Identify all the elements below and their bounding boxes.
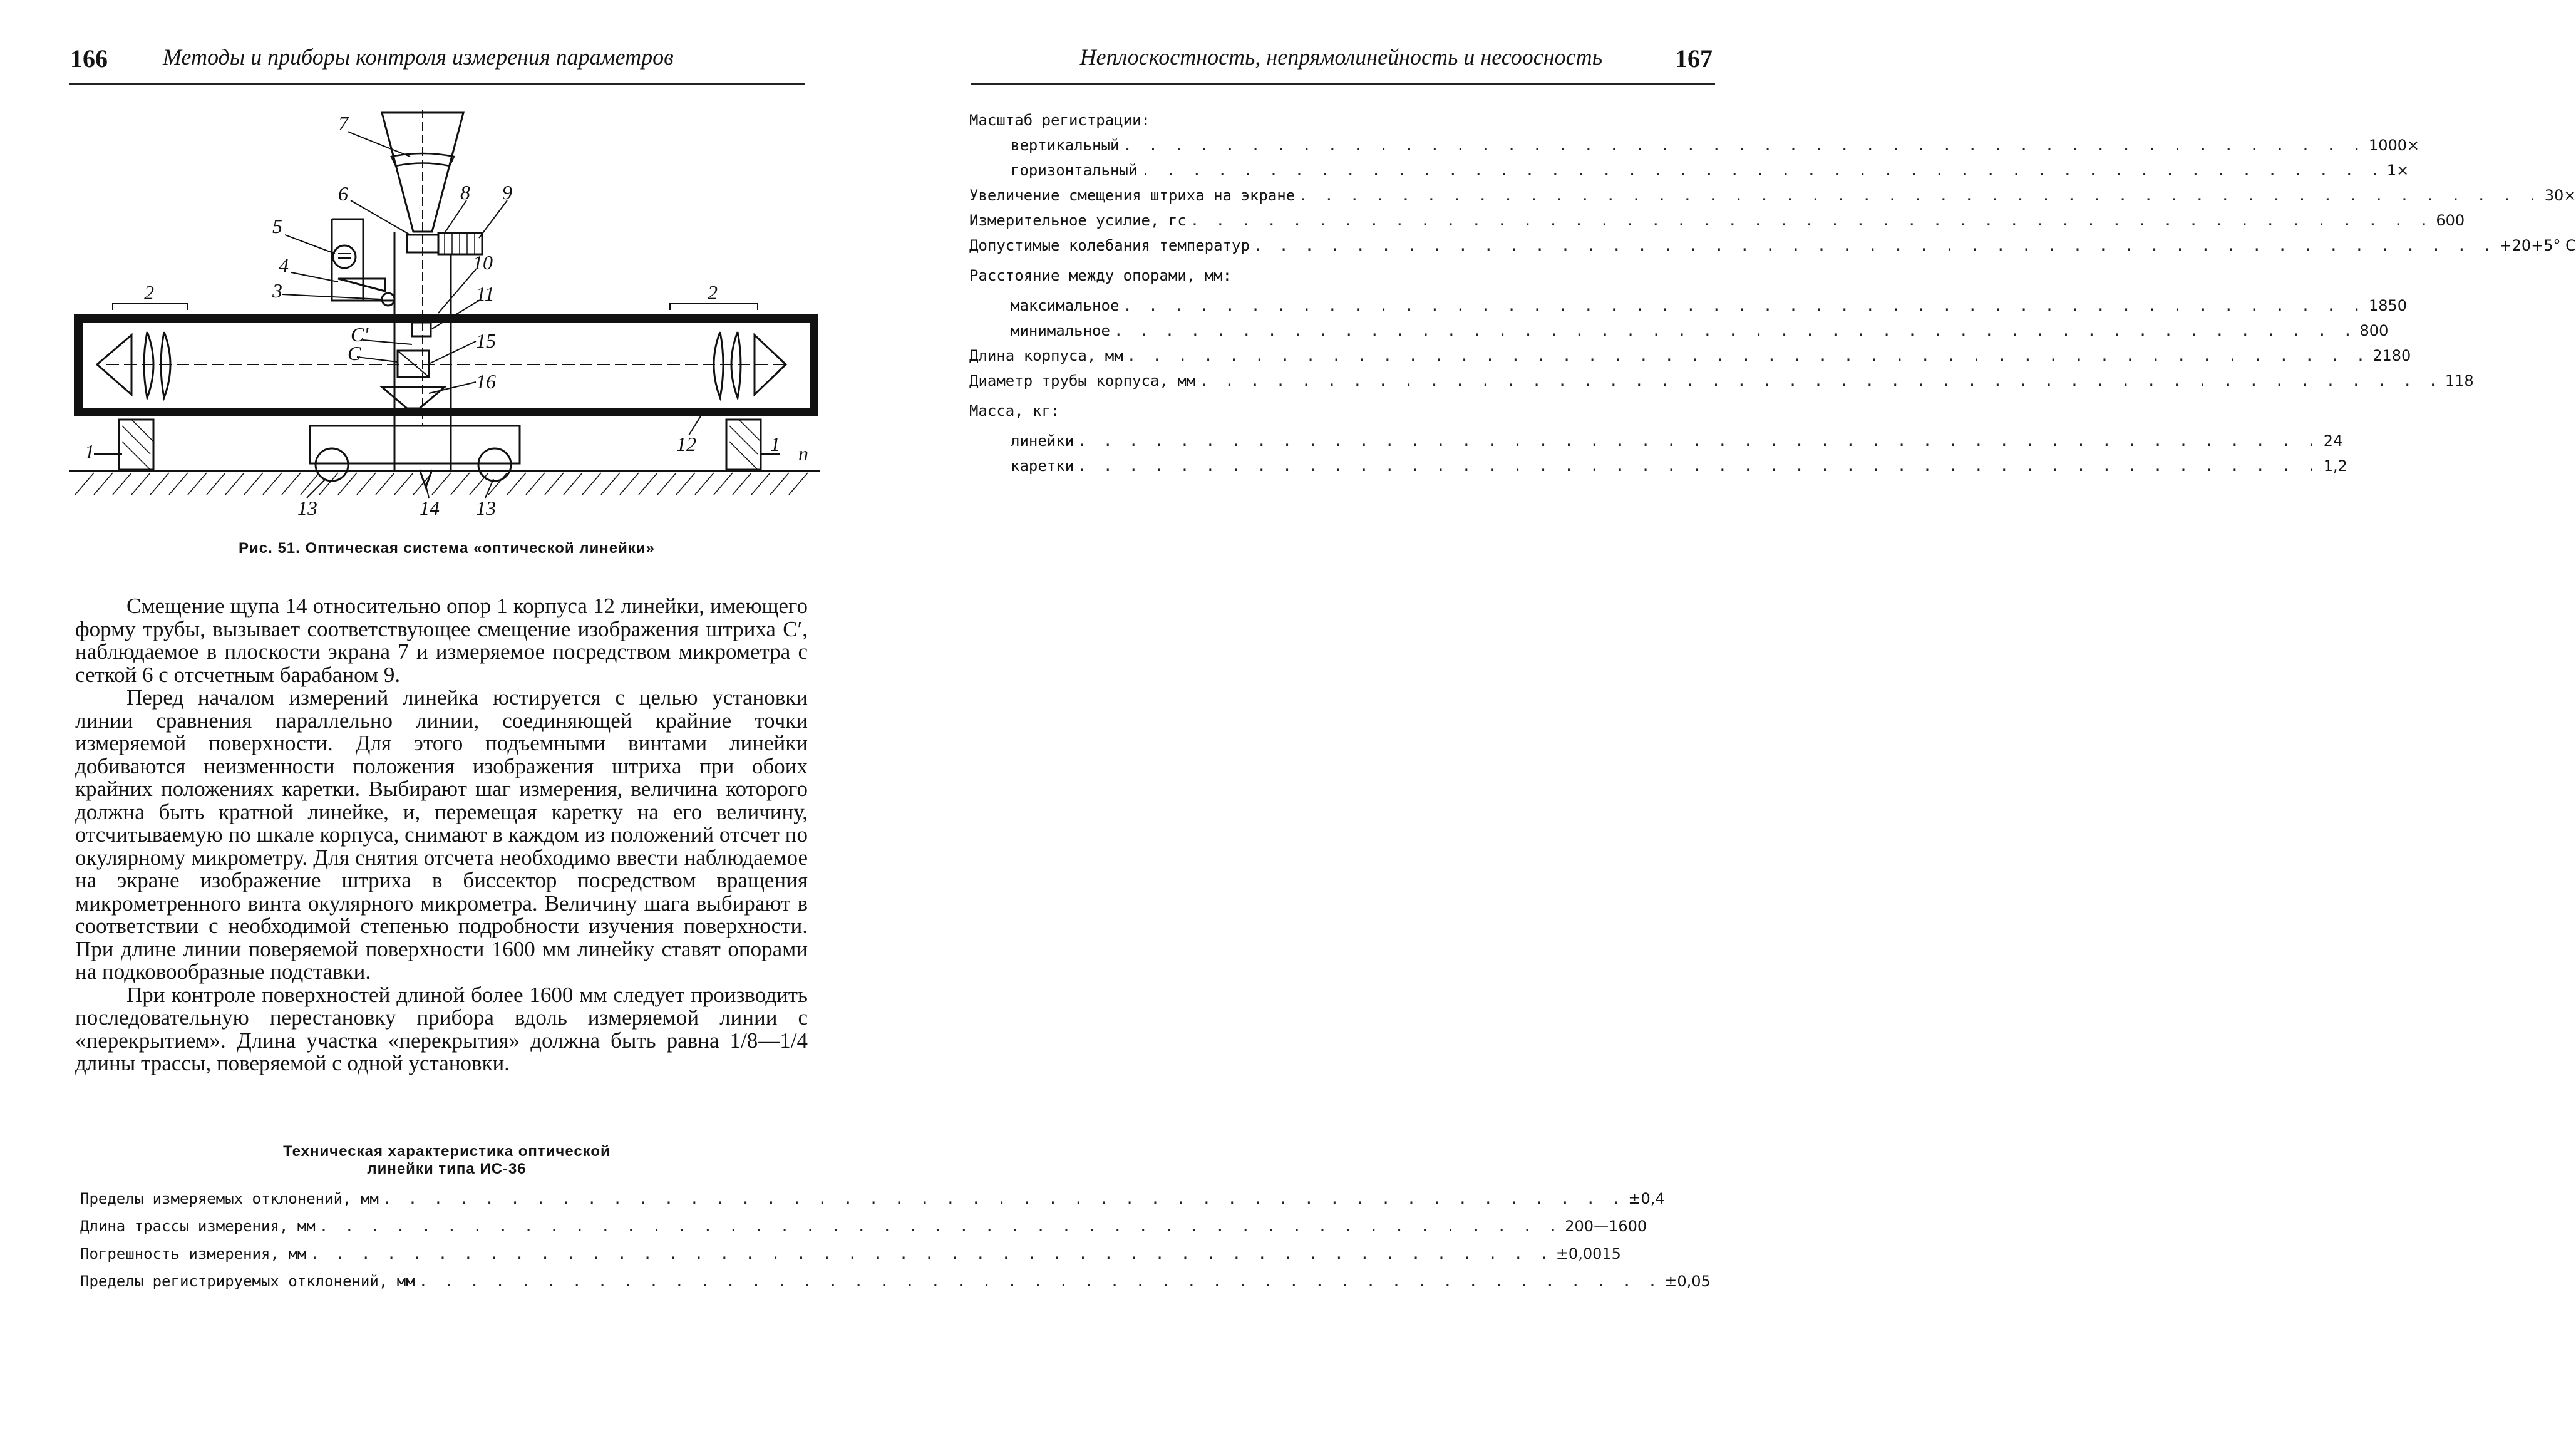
spec-group-heading xyxy=(969,111,1708,137)
fig-label-15: 15 xyxy=(476,329,496,352)
mirror-4 xyxy=(338,279,385,291)
spec-value: +20+5° С xyxy=(2499,237,2576,254)
spec-row: Пределы измеряемых отклонений, мм . . . . . . . . . . . . . . . . . . . . . . . . . . . . . . . . . . . . . . . . . . . . . . . . . ±0,4 xyxy=(80,1190,1665,1207)
spec-value: 800 xyxy=(2359,322,2389,339)
support-right xyxy=(726,420,761,470)
spec-row: каретки . . . . . . . . . . . . . . . . . . . . . . . . . . . . . . . . . . . . . . . . . . . . . . . . . 1,2 xyxy=(969,457,1708,482)
prism-5 xyxy=(333,245,356,268)
fig-label-6: 6 xyxy=(338,182,348,205)
fig-label-1-right: 1 xyxy=(770,433,780,455)
fig-label-14: 14 xyxy=(420,497,440,519)
spec-label: Погрешность измерения, мм xyxy=(80,1245,307,1263)
fig-label-10: 10 xyxy=(473,251,493,274)
spec-label: горизонтальный xyxy=(1011,162,1138,179)
tech-spec-title-line-1: Техническая характеристика оптической xyxy=(283,1143,611,1160)
spec-row: Погрешность измерения, мм . . . . . . . . . . . . . . . . . . . . . . . . . . . . . . . . . . . . . . . . . . . . . . . . . ±0,0015 xyxy=(80,1245,1621,1263)
paragraph-3: При контроле поверхностей длиной более 1600 мм следует производить последовательную перестановку прибора вдоль измеряемой линии с «перекрытием». Длина участка «перекрытия» должна быть равна 1/8—1/4 длины трассы, поверяемой с одной установки. xyxy=(75,982,808,1075)
spec-value: 1,2 xyxy=(2323,457,2347,475)
running-head-left xyxy=(69,39,805,85)
prism-16 xyxy=(382,387,445,408)
spec-label: минимальное xyxy=(1011,322,1110,339)
spec-row: Измерительное усилие, гс . . . . . . . . . . . . . . . . . . . . . . . . . . . . . . . . . . . . . . . . . . . . . . . . . 600 xyxy=(969,212,2465,229)
spec-label: каретки xyxy=(1011,457,1074,475)
lens-11 xyxy=(412,323,431,336)
spec-value: 24 xyxy=(2323,432,2343,450)
spec-row: вертикальный . . . . . . . . . . . . . . . . . . . . . . . . . . . . . . . . . . . . . . . . . . . . . . . . . 1000× xyxy=(969,137,1708,162)
fig-label-13-right: 13 xyxy=(476,497,496,519)
fig-label-12: 12 xyxy=(676,433,696,455)
fig-label-2-right: 2 xyxy=(708,281,718,304)
fig-label-8: 8 xyxy=(460,181,470,204)
spec-row: Пределы регистрируемых отклонений, мм . . . . . . . . . . . . . . . . . . . . . . . . . . . . . . . . . . . . . . . . . . . . . . . . . ±0,05 xyxy=(80,1273,1711,1290)
spec-label: Масса, кг: xyxy=(969,402,1060,420)
side-bracket xyxy=(332,219,363,301)
running-head-title-left: Методы и приборы контроля измерения параметров xyxy=(163,44,674,70)
spec-row: Увеличение смещения штриха на экране . . . . . . . . . . . . . . . . . . . . . . . . . . . . . . . . . . . . . . . . . . . . . . . . . 30× xyxy=(969,187,2576,204)
spec-row: Длина трассы измерения, мм . . . . . . . . . . . . . . . . . . . . . . . . . . . . . . . . . . . . . . . . . . . . . . . . . 200—1600 xyxy=(80,1217,1647,1235)
spec-value: ±0,0015 xyxy=(1555,1245,1621,1263)
spec-row: максимальное . . . . . . . . . . . . . . . . . . . . . . . . . . . . . . . . . . . . . . . . . . . . . . . . . 1850 xyxy=(969,297,1708,322)
spec-label: Измерительное усилие, гс xyxy=(969,212,1187,229)
wheel-right xyxy=(478,448,511,481)
fig-label-1-left: 1 xyxy=(85,440,95,463)
fig-label-4: 4 xyxy=(279,254,289,277)
spec-row: горизонтальный . . . . . . . . . . . . . . . . . . . . . . . . . . . . . . . . . . . . . . . . . . . . . . . . . 1× xyxy=(969,162,1708,187)
spec-value: 2180 xyxy=(2372,347,2411,364)
lens-3 xyxy=(382,293,394,306)
tech-spec-title xyxy=(0,1143,894,1178)
spec-row: Диаметр трубы корпуса, мм . . . . . . . . . . . . . . . . . . . . . . . . . . . . . . . . . . . . . . . . . . . . . . . . . 118 xyxy=(969,372,2474,390)
spec-label: Увеличение смещения штриха на экране xyxy=(969,187,1296,204)
spec-row: Длина корпуса, мм . . . . . . . . . . . . . . . . . . . . . . . . . . . . . . . . . . . . . . . . . . . . . . . . . 2180 xyxy=(969,347,2411,364)
spec-group-heading xyxy=(969,402,1708,427)
fig-label-9: 9 xyxy=(502,181,512,204)
spec-row: линейки . . . . . . . . . . . . . . . . . . . . . . . . . . . . . . . . . . . . . . . . . . . . . . . . . 24 xyxy=(969,432,1708,457)
fig-label-2-left: 2 xyxy=(144,281,154,304)
page-number-right: 167 xyxy=(1675,44,1713,73)
figure-caption: Рис. 51. Оптическая система «оптической линейки» xyxy=(239,540,655,557)
spec-value: 200—1600 xyxy=(1565,1217,1647,1235)
spec-label: вертикальный xyxy=(1011,137,1120,154)
carriage xyxy=(310,426,520,463)
fig-label-11: 11 xyxy=(476,282,495,305)
optical-ruler-figure xyxy=(69,94,820,532)
fig-label-c: C xyxy=(348,342,361,364)
spec-label: линейки xyxy=(1011,432,1074,450)
spec-value: 118 xyxy=(2445,372,2474,390)
spec-value: 1000× xyxy=(2368,137,2420,154)
spec-label: Допустимые колебания температур xyxy=(969,237,1250,254)
running-head-title-right: Неплоскостность, непрямолинейность и несоосность xyxy=(1079,44,1602,70)
spec-label: Длина трассы измерения, мм xyxy=(80,1217,316,1235)
fig-label-5: 5 xyxy=(272,215,282,237)
fig-label-16: 16 xyxy=(476,370,496,393)
spec-label: Пределы измеряемых отклонений, мм xyxy=(80,1190,379,1207)
paragraph-2: Перед началом измерений линейка юстируется с целью установки линии сравнения параллельно линии, соединяющей крайние точки измеряемой поверхности. Для этого подъемными винтами линейки добиваются неизменности положения изображения штриха при обоих крайних положениях каретки. Выбирают шаг измерения, величина которого должна быть кратной линейке, и, перемещая каретку на его величину, отсчитываемую по шкале корпуса, снимают в каждом из положений отсчет по окулярному микрометру. Для снятия отсчета необходимо ввести наблюдаемое на экране изображение штриха в биссектор посредством вращения микрометренного винта окулярного микрометра. Величину шага выбирают в соответствии с необходимой степенью подробности изучения поверхности. При длине линии поверяемой поверхности 1600 мм линейку ставят опорами на подковообразные подставки. xyxy=(75,685,808,984)
spec-label: Длина корпуса, мм xyxy=(969,347,1123,364)
spec-label: Пределы регистрируемых отклонений, мм xyxy=(80,1273,415,1290)
running-head-right xyxy=(971,39,1715,85)
support-left xyxy=(119,420,153,470)
spec-value: 600 xyxy=(2436,212,2465,229)
spec-value: 30× xyxy=(2544,187,2576,204)
spec-row: Допустимые колебания температур . . . . . . . . . . . . . . . . . . . . . . . . . . . . . . . . . . . . . . . . . . . . . . . . . +20+5° С xyxy=(969,237,2576,254)
fig-label-c-prime: C' xyxy=(351,323,369,346)
spec-value: ±0,05 xyxy=(1664,1273,1711,1290)
spec-value: 1850 xyxy=(2368,297,2408,314)
spec-value: ±0,4 xyxy=(1628,1190,1665,1207)
spec-list-left xyxy=(80,1190,1711,1300)
spec-row: минимальное . . . . . . . . . . . . . . . . . . . . . . . . . . . . . . . . . . . . . . . . . . . . . . . . . 800 xyxy=(969,322,1708,347)
fig-label-n: п xyxy=(798,442,808,465)
paragraph-1: Смещение щупа 14 относительно опор 1 корпуса 12 линейки, имеющего форму трубы, вызывает соответствующее смещение изображения штриха C′, наблюдаемое в плоскости экрана 7 и измеряемое посредством микрометра с сеткой 6 с отсчетным барабаном 9. xyxy=(75,594,808,687)
spec-label: максимальное xyxy=(1011,297,1120,314)
fig-label-7: 7 xyxy=(338,112,348,135)
spec-label: Расстояние между опорами, мм: xyxy=(969,267,1232,284)
body-text xyxy=(75,595,808,1075)
fig-label-3: 3 xyxy=(272,279,282,302)
spec-list-right xyxy=(969,111,2576,482)
spec-label: Масштаб регистрации: xyxy=(969,111,1150,129)
fig-label-13-left: 13 xyxy=(297,497,317,519)
tech-spec-title-line-2: линейки типа ИС-36 xyxy=(367,1160,527,1177)
page-number-left: 166 xyxy=(70,44,108,73)
spec-label: Диаметр трубы корпуса, мм xyxy=(969,372,1196,390)
wheel-left xyxy=(316,448,348,481)
spec-group-heading xyxy=(969,267,1708,292)
spec-value: 1× xyxy=(2386,162,2409,179)
